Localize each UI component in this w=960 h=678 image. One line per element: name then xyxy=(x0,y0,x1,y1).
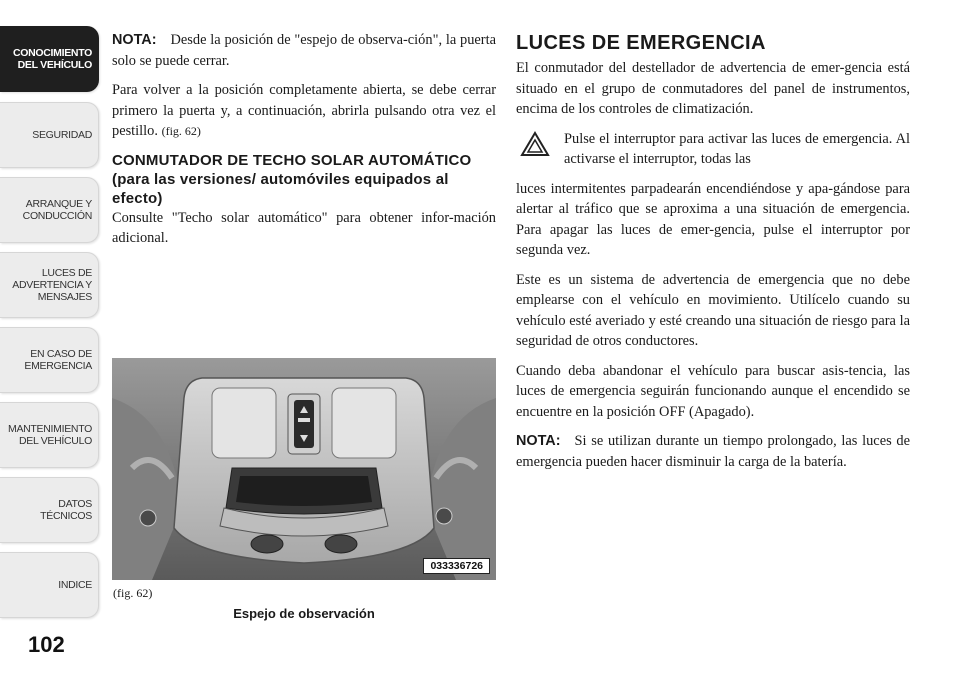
tab-seguridad[interactable]: SEGURIDAD xyxy=(0,102,99,168)
battery-nota-text: Si se utilizan durante un tiempo prolongado, las luces de emergencia pueden hacer disminuir la carga de la batería. xyxy=(516,433,910,470)
tab-datos-tecnicos[interactable]: DATOS TÉCNICOS xyxy=(0,477,99,543)
figure-caption: Espejo de observación xyxy=(233,606,375,621)
nota-label: NOTA: xyxy=(516,433,561,449)
hazard-activate-text: Pulse el interruptor para activar las luces de emergencia. Al activarse el interruptor, todas las xyxy=(564,130,910,167)
nota-label: NOTA: xyxy=(112,32,157,48)
section-title: LUCES DE EMERGENCIA xyxy=(516,32,766,54)
right-column xyxy=(516,30,910,481)
reopen-text: Para volver a la posición completamente abierta, se debe cerrar primero la puerta y, a continuación, abrirla pulsando otra vez el pestillo. xyxy=(112,82,496,139)
hazard-leave-vehicle-paragraph: Cuando deba abandonar el vehículo para buscar asis-tencia, las luces de emergencia seguirán funcionando aunque el encendido se encuentre en la posición OFF (Apagado). xyxy=(516,362,910,420)
overhead-console-illustration xyxy=(112,358,496,580)
page-number: 102 xyxy=(28,632,65,657)
hazard-warning-triangle-icon xyxy=(520,131,550,157)
left-column xyxy=(112,30,496,258)
tab-en-caso-de-emergencia[interactable]: EN CASO DE EMERGENCIA xyxy=(0,327,99,393)
nota-paragraph xyxy=(112,30,496,71)
tab-conocimiento-del-vehiculo[interactable]: CONOCIMIENTO DEL VEHÍCULO xyxy=(0,26,99,92)
sunroof-heading: CONMUTADOR DE TECHO SOLAR AUTOMÁTICO (para las versiones/ automóviles equipados al efecto) xyxy=(112,151,472,207)
hazard-instructions xyxy=(516,129,910,170)
nota-text: Desde la posición de "espejo de observa-ción", la puerta solo se puede cerrar. xyxy=(112,32,496,69)
tab-indice[interactable]: INDICE xyxy=(0,552,99,618)
hazard-activate-continued: luces intermitentes parpadearán encendiéndose y apa-gándose para alertar al tráfico que se aproxima a una situación de emergencia. Para apagar las luces de emer-gencia, pulse el interruptor por segunda vez. xyxy=(516,180,910,258)
reopen-paragraph xyxy=(112,80,496,142)
hazard-usage-paragraph: Este es un sistema de advertencia de emergencia que no debe emplearse con el vehículo en movimiento. Utilícelo cuando su vehículo esté averiado y esté creando una situación de riesgo para la seguridad de otros conductores. xyxy=(516,271,910,349)
battery-nota-paragraph xyxy=(516,431,910,472)
figure-code: 033336726 xyxy=(423,558,490,574)
tab-luces-de-advertencia[interactable]: LUCES DE ADVERTENCIA Y MENSAJES xyxy=(0,252,99,318)
figure-reference: (fig. 62) xyxy=(161,124,201,138)
observation-mirror-figure xyxy=(112,358,496,580)
figure-label: (fig. 62) xyxy=(113,586,153,600)
tab-mantenimiento[interactable]: MANTENIMIENTO DEL VEHÍCULO xyxy=(0,402,99,468)
tab-arranque-y-conduccion[interactable]: ARRANQUE Y CONDUCCIÓN xyxy=(0,177,99,243)
sunroof-paragraph: Consulte "Techo solar automático" para obtener infor-mación adicional. xyxy=(112,209,496,246)
hazard-switch-location: El conmutador del destellador de advertencia de emer-gencia está situado en el grupo de conmutadores del panel de instrumentos, encima de los controles de climatización. xyxy=(516,60,910,117)
